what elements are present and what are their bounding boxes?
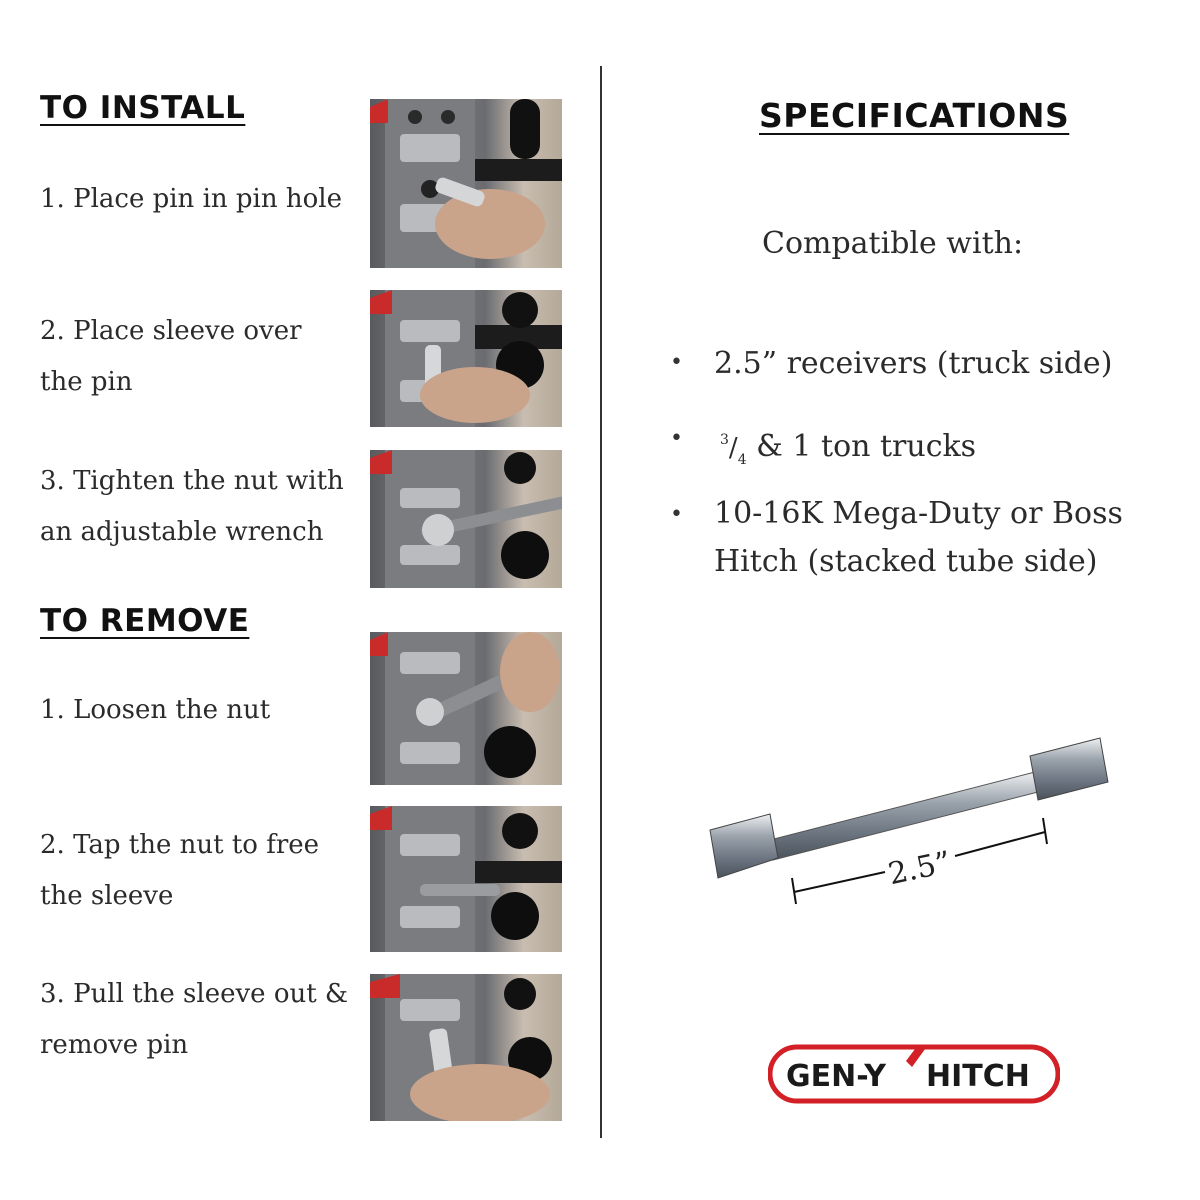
install-step-2 (40, 306, 302, 408)
pin-right-collar (1030, 738, 1108, 800)
fraction-numerator: 3 (720, 432, 729, 448)
pin-diagram (700, 720, 1120, 920)
remove-step-2-line2: the sleeve (40, 881, 174, 911)
measurement-label: 2.5” (885, 844, 955, 893)
tap-nut-photo (370, 806, 562, 952)
spec-item-hitch (714, 490, 1123, 586)
spec-item-receivers-line1: 2.5” receivers (truck side) (714, 346, 1113, 381)
remove-step-3-line2: remove pin (40, 1030, 189, 1060)
logo-text-left: GEN-Y (786, 1059, 886, 1094)
pin-shaft (770, 772, 1038, 860)
loosen-nut-photo (370, 632, 562, 785)
remove-step-2 (40, 820, 319, 922)
remove-step-2-line1: 2. Tap the nut to free (40, 830, 320, 860)
spec-item-hitch-line1: 10-16K Mega-Duty or Boss (714, 496, 1123, 531)
spec-item-ton-trucks-text: & 1 ton trucks (746, 429, 977, 464)
remove-step-3 (40, 969, 348, 1071)
bullet-3: • (670, 502, 683, 527)
spec-item-hitch-line2: Hitch (stacked tube side) (714, 544, 1098, 579)
fraction-denominator: 4 (737, 452, 747, 468)
install-step-3 (40, 456, 344, 558)
compatible-with-label: Compatible with: (762, 226, 1024, 261)
sleeve-over-pin-photo (370, 290, 562, 427)
specifications-heading: SPECIFICATIONS (759, 96, 1070, 135)
remove-step-1-line1: 1. Loosen the nut (40, 695, 271, 725)
logo-text-right: HITCH (926, 1059, 1030, 1094)
install-step-1 (40, 174, 342, 225)
column-divider (600, 66, 602, 1138)
spec-item-ton-trucks (720, 416, 976, 484)
install-step-1-line1: 1. Place pin in pin hole (40, 184, 342, 214)
remove-step-3-line1: 3. Pull the sleeve out & (40, 979, 349, 1009)
gen-y-hitch-logo (768, 1043, 1060, 1105)
remove-step-1 (40, 685, 270, 736)
bullet-2: • (670, 426, 683, 451)
install-step-3-line2: an adjustable wrench (40, 517, 324, 547)
install-step-2-line2: the pin (40, 367, 133, 397)
remove-heading: TO REMOVE (40, 603, 250, 639)
hand-placing-pin-photo (370, 99, 562, 268)
pull-sleeve-photo (370, 974, 562, 1121)
install-heading: TO INSTALL (40, 90, 246, 126)
wrench-tightening-photo (370, 450, 562, 588)
bullet-1: • (670, 350, 683, 375)
fraction-slash: / (728, 433, 738, 463)
pin-left-collar (710, 814, 778, 878)
install-step-3-line1: 3. Tighten the nut with (40, 466, 344, 496)
install-step-2-line1: 2. Place sleeve over (40, 316, 302, 346)
spec-item-receivers (714, 340, 1112, 388)
